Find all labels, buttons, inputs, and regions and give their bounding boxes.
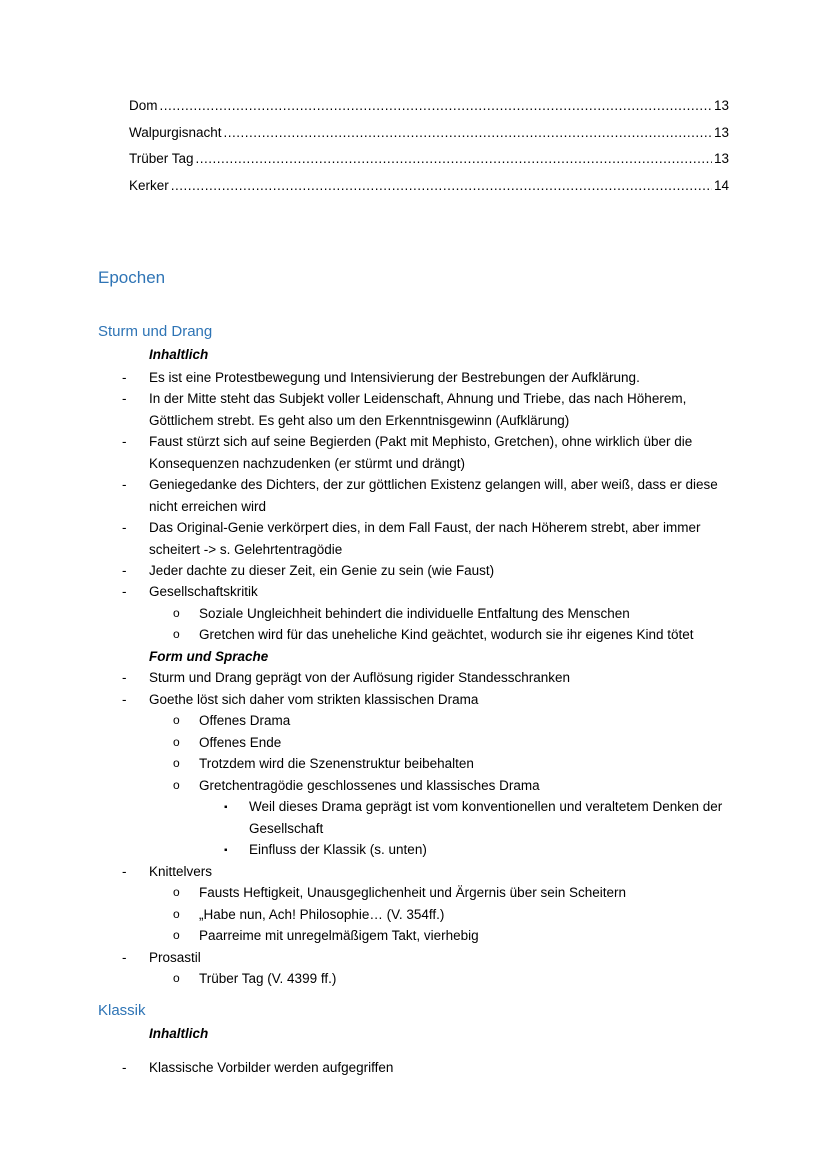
square-bullet: ▪	[224, 845, 228, 856]
list-item-text: „Habe nun, Ach! Philosophie… (V. 354ff.)	[199, 907, 445, 922]
circle-bullet: o	[173, 756, 180, 770]
list-item-text: Paarreime mit unregelmäßigem Takt, vierhebig	[199, 928, 479, 943]
toc-entry-page: 13	[713, 124, 729, 140]
toc-leader-dots	[160, 98, 712, 113]
list-item-text: Klassische Vorbilder werden aufgegriffen	[149, 1060, 394, 1075]
dash-bullet: -	[122, 692, 127, 707]
list-item	[122, 517, 749, 560]
circle-bullet: o	[173, 713, 180, 727]
circle-bullet: o	[173, 778, 180, 792]
dash-bullet: -	[122, 477, 127, 492]
circle-bullet: o	[173, 627, 180, 641]
circle-bullet: o	[173, 907, 180, 921]
list-item-text: Es ist eine Protestbewegung und Intensivierung der Bestrebungen der Aufklärung.	[149, 370, 640, 385]
list-item	[122, 1057, 749, 1079]
toc-entry[interactable]	[129, 151, 729, 178]
toc-entry[interactable]	[129, 125, 729, 152]
list-item-text: Trüber Tag (V. 4399 ff.)	[199, 971, 337, 986]
toc-leader-dots	[171, 178, 712, 193]
table-of-contents	[129, 98, 729, 205]
dash-bullet: -	[122, 584, 127, 599]
list-item-text: Sturm und Drang geprägt von der Auflösung rigider Standesschranken	[149, 670, 571, 685]
list-item-text: Gretchen wird für das uneheliche Kind geächtet, wodurch sie ihr eigenes Kind tötet	[199, 627, 694, 642]
toc-entry-page: 13	[713, 151, 729, 167]
sub-list-item	[173, 968, 739, 990]
subheading-form-und-sprache: Form und Sprache	[149, 649, 269, 664]
list-item	[122, 367, 749, 389]
list-item-text: Einfluss der Klassik (s. unten)	[249, 842, 427, 857]
dash-bullet: -	[122, 864, 127, 879]
subheading-inhaltlich: Inhaltlich	[149, 1026, 209, 1041]
circle-bullet: o	[173, 735, 180, 749]
dash-bullet: -	[122, 391, 127, 406]
toc-entry-title: Walpurgisnacht	[129, 124, 222, 140]
list-item	[122, 581, 749, 603]
list-item-text: Faust stürzt sich auf seine Begierden (Pakt mit Mephisto, Gretchen), ohne wirklich über die Konsequenzen nachzudenken (er stürmt und drängt)	[149, 434, 693, 471]
toc-entry-page: 13	[713, 98, 729, 113]
toc-entry-page: 14	[713, 178, 729, 194]
list-item-text: Weil dieses Drama geprägt ist vom konventionellen und veraltetem Denken der Gesellschaft	[249, 799, 723, 836]
list-item-text: In der Mitte steht das Subjekt voller Leidenschaft, Ahnung und Triebe, das nach Höherem, Göttlichem strebt. Es geht also um den Erkenntnisgewinn (Aufklärung)	[149, 391, 687, 428]
list-item-text: Goethe löst sich daher vom strikten klassischen Drama	[149, 692, 479, 707]
list-item	[122, 388, 749, 431]
list-item	[122, 667, 749, 689]
sub-list-item	[173, 710, 739, 732]
sub-list-item	[173, 775, 739, 797]
toc-entry-title: Dom	[129, 98, 158, 113]
list-item-text: Knittelvers	[149, 864, 213, 879]
list-item-text: Offenes Drama	[199, 713, 291, 728]
list-item-text: Gretchentragödie geschlossenes und klassisches Drama	[199, 778, 540, 793]
toc-entry-title: Kerker	[129, 178, 169, 194]
list-item	[122, 861, 749, 883]
dash-bullet: -	[122, 670, 127, 685]
heading-sturm-und-drang: Sturm und Drang	[98, 323, 213, 340]
list-item-text: Fausts Heftigkeit, Unausgeglichenheit und Ärgernis über sein Scheitern	[199, 885, 626, 900]
circle-bullet: o	[173, 885, 180, 899]
dash-bullet: -	[122, 950, 127, 965]
list-item-text: Soziale Ungleichheit behindert die individuelle Entfaltung des Menschen	[199, 606, 630, 621]
list-item-text: Prosastil	[149, 950, 201, 965]
list-item	[122, 431, 749, 474]
dash-bullet: -	[122, 370, 127, 385]
list-item-text: Geniegedanke des Dichters, der zur göttlichen Existenz gelangen will, aber weiß, dass er diese nicht erreichen wird	[149, 477, 718, 514]
list-item-text: Trotzdem wird die Szenenstruktur beibehalten	[199, 756, 474, 771]
toc-entry[interactable]	[129, 98, 729, 125]
sub-sub-list-item	[224, 839, 739, 861]
list-item-text: Offenes Ende	[199, 735, 282, 750]
toc-entry[interactable]	[129, 178, 729, 205]
sub-list-item	[173, 753, 739, 775]
toc-leader-dots	[224, 125, 712, 140]
square-bullet: ▪	[224, 802, 228, 813]
sub-list-item	[173, 732, 739, 754]
list-item-text: Gesellschaftskritik	[149, 584, 258, 599]
sub-sub-list-item	[224, 796, 739, 839]
heading-klassik: Klassik	[98, 1002, 146, 1019]
list-item-text: Das Original-Genie verkörpert dies, in dem Fall Faust, der nach Höherem strebt, aber immer scheitert -> s. Gelehrtentragödie	[149, 520, 701, 557]
dash-bullet: -	[122, 434, 127, 449]
sub-list-item	[173, 925, 739, 947]
toc-leader-dots	[196, 151, 712, 166]
circle-bullet: o	[173, 606, 180, 620]
list-item	[122, 560, 749, 582]
sub-list-item	[173, 624, 739, 646]
sub-list-item	[173, 882, 739, 904]
circle-bullet: o	[173, 928, 180, 942]
circle-bullet: o	[173, 971, 180, 985]
dash-bullet: -	[122, 1060, 127, 1075]
list-item-text: Jeder dachte zu dieser Zeit, ein Genie zu sein (wie Faust)	[149, 563, 495, 578]
dash-bullet: -	[122, 563, 127, 578]
sub-list-item	[173, 603, 739, 625]
heading-epochen: Epochen	[98, 268, 166, 287]
list-item	[122, 689, 749, 711]
subheading-inhaltlich: Inhaltlich	[149, 347, 209, 362]
dash-bullet: -	[122, 520, 127, 535]
list-item	[122, 474, 749, 517]
list-item	[122, 947, 749, 969]
toc-entry-title: Trüber Tag	[129, 151, 194, 167]
sub-list-item	[173, 904, 739, 926]
